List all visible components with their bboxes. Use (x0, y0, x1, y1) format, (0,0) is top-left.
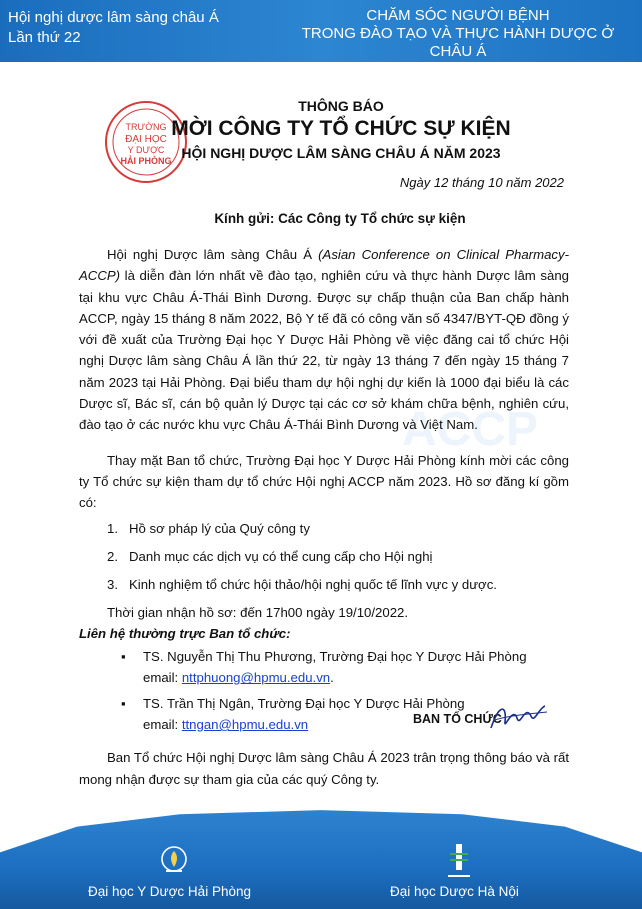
stamp-line-3: Y DƯỢC (127, 145, 165, 155)
list-number: 2. (107, 548, 118, 564)
salutation-text: Kính gửi: Các Công ty Tổ chức sự kiện (214, 211, 466, 226)
intro-paragraph (79, 244, 569, 436)
conference-header (0, 0, 642, 75)
conference-name: Hội nghị dược lâm sàng châu Á (8, 9, 219, 26)
email-label: email: (143, 717, 182, 733)
bullet-icon: ▪ (121, 649, 126, 665)
email-suffix: . (330, 670, 334, 686)
theme-line-1: CHĂM SÓC NGƯỜI BỆNH (366, 7, 550, 24)
list-item (79, 546, 569, 567)
contact-heading: Liên hệ thường trực Ban tổ chức: (79, 625, 291, 641)
intro-text-b: là diễn đàn lớn nhất về đào tạo, nghiên cứu và thực hành Dược lâm sàng tại khu vực Châu Á-Thái Bình Dương. Được sự chấp thuận của Ban chấp hành ACCP, ngày 15 tháng 8 năm 2022, Bộ Y tế đã có công văn số 4347/BYT-QĐ đồng ý với đề xuất của Trường Đại học Y Dược Hải Phòng về việc đăng cai tổ chức Hội nghị Dược lâm sàng Châu Á lần thứ 22, từ ngày 13 tháng 7 đến ngày 15 tháng 7 năm 2023 tại Hải Phòng. Đại biểu tham dự hội nghị dự kiến là 1000 đại biểu là các Dược sĩ, Bác sĩ, cán bộ quản lý Dược tại các cơ sở khám chữa bệnh, nghiên cứu, đào tạo ở các nước khu vực Châu Á-Thái Bình Dương và Việt Nam. (79, 268, 569, 433)
header-right (288, 7, 628, 78)
closing-paragraph: Ban Tổ chức Hội nghị Dược lâm sàng Châu Á 2023 trân trọng thông báo và rất mong nhận được sự tham gia của các quý Công ty. (79, 750, 569, 787)
page-title: MỜI CÔNG TY TỔ CHỨC SỰ KIỆN (171, 117, 511, 140)
email-link[interactable]: ttngan@hpmu.edu.vn (181, 717, 309, 733)
list-text: Danh mục các dịch vụ có thể cung cấp cho Hội nghị (129, 548, 433, 564)
list-number: 1. (107, 520, 118, 536)
list-text: Hồ sơ pháp lý của Quý công ty (129, 520, 310, 536)
signature-label: BAN TỔ CHỨC (413, 712, 502, 726)
conference-title: HỘI NGHỊ DƯỢC LÂM SÀNG CHÂU Á NĂM 2023 (181, 145, 501, 161)
conference-edition: Lần thứ 22 (8, 29, 81, 46)
theme-line-2: TRONG ĐÀO TẠO VÀ THỰC HÀNH DƯỢC Ở CHÂU Á (301, 25, 615, 60)
email-label: email: (143, 670, 182, 686)
footer-hpmu: Đại học Y Dược Hải Phòng (88, 884, 251, 899)
list-text: Kinh nghiệm tổ chức hội thảo/hội nghị quốc tế lĩnh vực y dược. (129, 576, 497, 592)
intro-text-a: Hội nghị Dược lâm sàng Châu Á (107, 247, 319, 262)
stamp-line-4: HẢI PHÒNG (120, 156, 172, 166)
contact-email-line (79, 667, 569, 688)
contact-name: TS. Trần Thị Ngân, Trường Đại học Y Dược Hải Phòng (143, 695, 465, 711)
title-block (0, 97, 642, 163)
contact-name: TS. Nguyễn Thị Thu Phương, Trường Đại học Y Dược Hải Phòng (143, 649, 527, 665)
header-left (8, 8, 219, 48)
document-date: Ngày 12 tháng 10 năm 2022 (399, 175, 564, 190)
hpmu-logo-icon (160, 845, 188, 877)
invitation-paragraph: Thay mặt Ban tổ chức, Trường Đại học Y Dược Hải Phòng kính mời các công ty Tổ chức sự kiện tham dự tổ chức Hội nghị ACCP năm 2023. Hồ sơ đăng kí gồm có: (79, 452, 569, 511)
handwritten-signature (487, 698, 551, 736)
email-link[interactable]: nttphuong@hpmu.edu.vn (181, 670, 331, 686)
salutation (0, 211, 642, 226)
hup-logo-icon (444, 840, 474, 880)
list-number: 3. (107, 576, 118, 592)
intro-text-italic: (Asian Conference on Clinical Pharmacy-ACCP) (79, 247, 569, 284)
notice-label: THÔNG BÁO (298, 98, 384, 114)
stamp-line-1: TRƯỜNG (125, 122, 167, 132)
document-list (79, 518, 569, 595)
footer-hup: Đại học Dược Hà Nội (390, 884, 519, 899)
list-item (79, 518, 569, 539)
deadline: Thời gian nhận hồ sơ: đến 17h00 ngày 19/10/2022. (107, 604, 409, 620)
event-date-location: Ngày 13-15 tháng 07 năm 2023, Hải Phòng, Việt Nam (320, 63, 596, 75)
contact-item (79, 646, 569, 667)
svg-text:ACCP: ACCP (402, 403, 539, 456)
bullet-icon: ▪ (121, 695, 126, 711)
stamp-line-2: ĐẠI HỌC (125, 134, 167, 145)
list-item (79, 574, 569, 595)
